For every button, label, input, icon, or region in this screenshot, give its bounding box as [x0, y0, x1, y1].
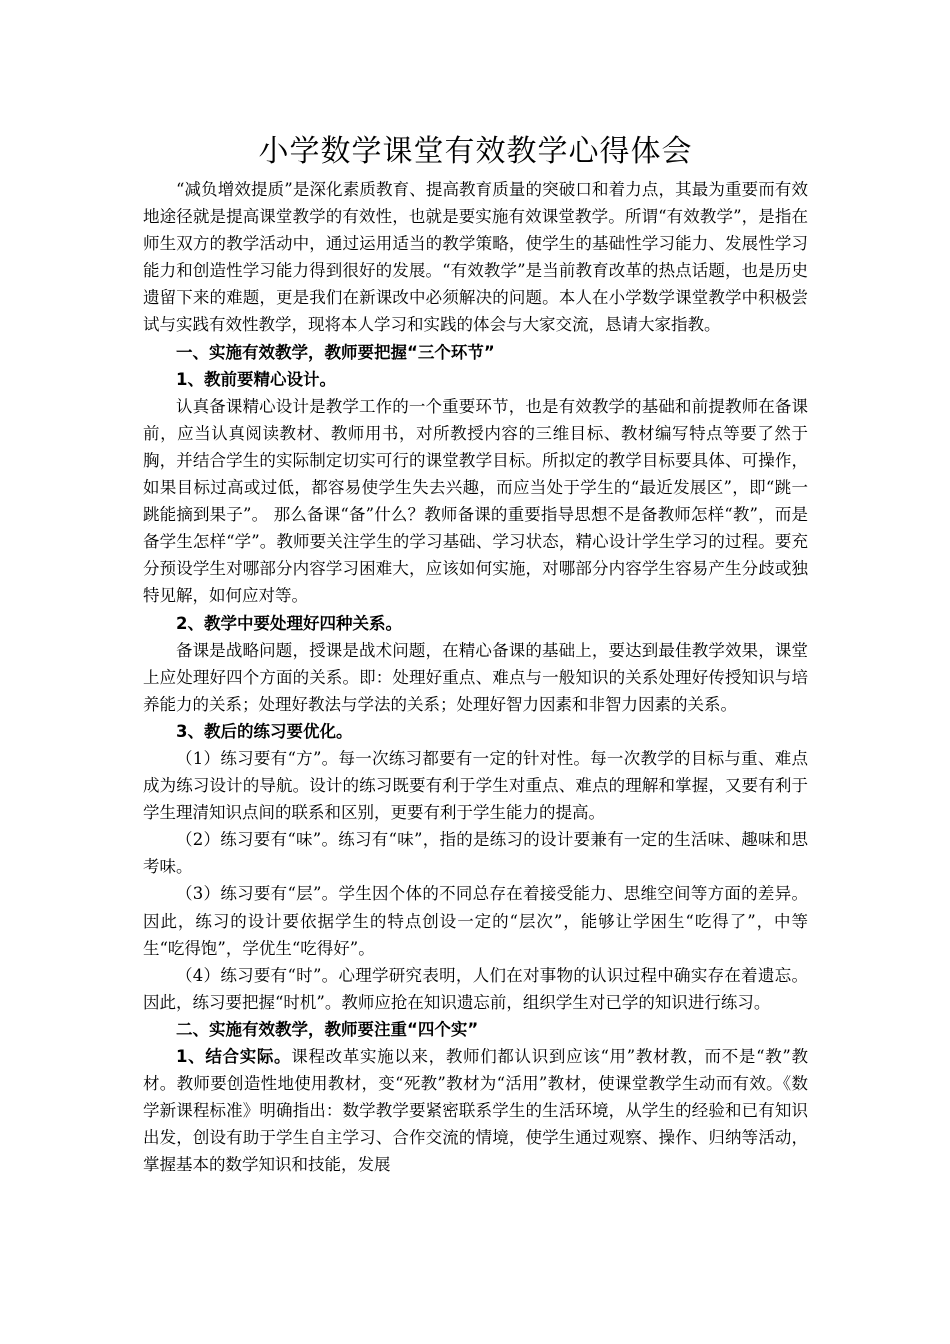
document-page: [143, 132, 808, 1178]
intro-paragraph: “减负增效提质”是深化素质教育、提高教育质量的突破口和着力点，其最为重要而有效地途径就是提高课堂教学的有效性，也就是要实施有效课堂教学。所谓“有效教学”，是指在师生双方的教学活动中，通过运用适当的教学策略，使学生的基础性学习能力、发展性学习能力和创造性学习能力得到很好的发展。“有效教学”是当前教育改革的热点话题，也是历史遗留下来的难题，更是我们在新课改中必须解决的问题。本人在小学数学课堂教学中积极尝试与实践有效性教学，现将本人学习和实践的体会与大家交流，恳请大家指教。: [143, 180, 808, 335]
section1-heading: 一、实施有效教学，教师要把握“三个环节”: [176, 342, 495, 362]
section1-sub2-heading: 2、教学中要处理好四种关系。: [176, 613, 402, 633]
section2-sub1-paragraph: [143, 1043, 808, 1178]
section2-sub1-lead: 1、结合实际。: [176, 1047, 292, 1066]
section1-sub3-heading: 3、教后的练习要优化。: [176, 721, 353, 741]
section1-sub2-paragraph: 备课是战略问题，授课是战术问题，在精心备课的基础上，要达到最佳教学效果，课堂上应处理好四个方面的关系。即：处理好重点、难点与一般知识的关系处理好传授知识与培养能力的关系；处理好教法与学法的关系；处理好智力因素和非智力因素的关系。: [143, 640, 808, 714]
section1-sub1-paragraph: 认真备课精心设计是教学工作的一个重要环节，也是有效教学的基础和前提教师在备课前，应当认真阅读教材、教师用书，对所教授内容的三维目标、教材编写特点等要了然于胸，并结合学生的实际制定切实可行的课堂教学目标。所拟定的教学目标要具体、可操作，如果目标过高或过低，都容易使学生失去兴趣，而应当处于学生的“最近发展区”，即“跳一跳能摘到果子”。 那么备课“备”什么？教师备课的重要指导思想不是备教师怎样“教”，而是备学生怎样“学”。教师要关注学生的学习基础、学习状态，精心设计学生学习的过程。要充分预设学生对哪部分内容学习困难大，应该如何实施，对哪部分内容学生容易产生分歧或独特见解，如何应对等。: [143, 396, 808, 606]
section2-sub1-text: 课程改革实施以来，教师们都认识到应该“用”教材教，而不是“教”教材。教师要创造性地使用教材，变“死教”教材为“活用”教材，使课堂教学生动而有效。《数学新课程标准》明确指出：数学教学要紧密联系学生的生活环境，从学生的经验和已有知识出发，创设有助于学生自主学习、合作交流的情境，使学生通过观察、操作、归纳等活动，掌握基本的数学知识和技能，发展: [143, 1047, 808, 1175]
document-title: 小学数学课堂有效教学心得体会: [258, 134, 693, 169]
practice-item-3: （3）练习要有“层”。学生因个体的不同总存在着接受能力、思维空间等方面的差异。因此，练习的设计要依据学生的特点创设一定的“层次”，能够让学困生“吃得了”，中等生“吃得饱”，学优生“吃得好”。: [143, 884, 808, 958]
practice-item-2: （2）练习要有“味”。练习有“味”，指的是练习的设计要兼有一定的生活味、趣味和思考味。: [143, 830, 808, 877]
section1-sub1-heading: 1、教前要精心设计。: [176, 369, 336, 389]
practice-item-4: （4）练习要有“时”。心理学研究表明，人们在对事物的认识过程中确实存在着遗忘。因此，练习要把握“时机”。教师应抢在知识遗忘前，组织学生对已学的知识进行练习。: [143, 965, 808, 1012]
practice-item-1: （1）练习要有“方”。每一次练习都要有一定的针对性。每一次教学的目标与重、难点成为练习设计的导航。设计的练习既要有利于学生对重点、难点的理解和掌握，又要有利于学生理清知识点间的联系和区别，更要有利于学生能力的提高。: [143, 748, 808, 823]
section2-heading: 二、实施有效教学，教师要注重“四个实”: [176, 1019, 479, 1039]
